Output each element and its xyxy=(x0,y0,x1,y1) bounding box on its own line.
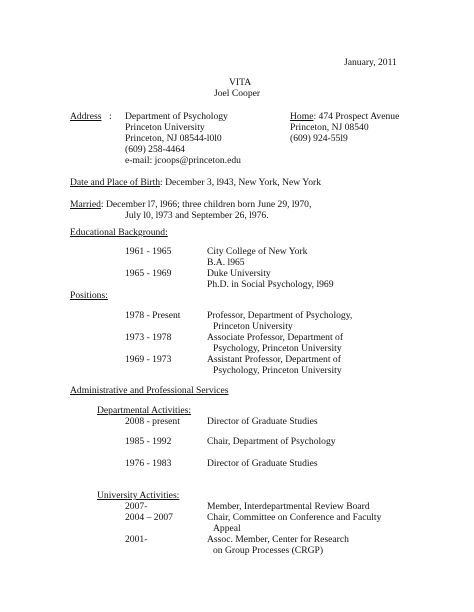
document-title: VITA xyxy=(229,77,252,88)
address-line-5: e-mail: jcoops@princeton.edu xyxy=(125,155,241,166)
positions-heading: Positions: xyxy=(70,290,108,301)
university-years: 2007- xyxy=(125,501,148,512)
position-line: Associate Professor, Department of xyxy=(207,332,344,343)
departmental-years: 2008 - present xyxy=(125,416,180,427)
address-line-1: Department of Psychology xyxy=(125,111,228,122)
home-first: : 474 Prospect Avenue xyxy=(313,111,400,122)
position-line: Professor, Department of Psychology, xyxy=(207,310,353,321)
position-line: Psychology, Princeton University xyxy=(213,365,342,376)
education-heading: Educational Background: xyxy=(70,227,168,238)
university-years: 2001- xyxy=(125,534,148,545)
position-years: 1978 - Present xyxy=(125,310,181,321)
university-role: Chair, Committee on Conference and Faculty xyxy=(207,512,382,523)
education-line: City College of New York xyxy=(207,246,308,257)
birth-line xyxy=(70,177,321,188)
home-address-line-2: Princeton, NJ 08540 xyxy=(290,122,369,133)
departmental-years: 1985 - 1992 xyxy=(125,436,172,447)
departmental-heading: Departmental Activities: xyxy=(97,405,192,416)
position-line: Psychology, Princeton University xyxy=(213,343,342,354)
university-role: Member, Interdepartmental Review Board xyxy=(207,501,370,512)
address-colon: : xyxy=(109,111,112,122)
departmental-role: Chair, Department of Psychology xyxy=(207,436,336,447)
university-role: Assoc. Member, Center for Research xyxy=(207,534,349,545)
position-line: Assistant Professor, Department of xyxy=(207,354,341,365)
services-heading: Administrative and Professional Services xyxy=(70,385,229,396)
departmental-role: Director of Graduate Studies xyxy=(207,458,318,469)
departmental-role: Director of Graduate Studies xyxy=(207,416,318,427)
university-years: 2004 – 2007 xyxy=(125,512,173,523)
author-name: Joel Cooper xyxy=(214,88,261,99)
university-heading: University Activities: xyxy=(97,490,180,501)
married-label: Married xyxy=(70,199,101,210)
home-label: Home xyxy=(290,111,314,122)
address-line-3: Princeton, NJ 08544-l0l0 xyxy=(125,133,222,144)
home-address-line-1 xyxy=(290,111,399,122)
education-line: Duke University xyxy=(207,268,271,279)
education-years: 1965 - 1969 xyxy=(125,268,172,279)
document-date: January, 2011 xyxy=(344,57,397,68)
address-line-2: Princeton University xyxy=(125,122,205,133)
home-address-line-3: (609) 924-55l9 xyxy=(290,133,348,144)
position-line: Princeton University xyxy=(213,321,293,332)
education-line: B.A. l965 xyxy=(207,257,245,268)
address-line-4: (609) 258-4464 xyxy=(125,144,185,155)
address-label: Address xyxy=(70,111,102,122)
university-role: Appeal xyxy=(213,523,241,534)
married-value: : December l7, l966; three children born June 29, l970, xyxy=(100,199,312,210)
birth-label: Date and Place of Birth xyxy=(70,177,161,188)
university-role: on Group Processes (CRGP) xyxy=(213,545,324,556)
married-line xyxy=(70,199,311,210)
position-years: 1973 - 1978 xyxy=(125,332,172,343)
birth-value: : December 3, l943, New York, New York xyxy=(160,177,321,188)
departmental-years: 1976 - 1983 xyxy=(125,458,172,469)
position-years: 1969 - 1973 xyxy=(125,354,172,365)
education-years: 1961 - 1965 xyxy=(125,246,172,257)
education-line: Ph.D. in Social Psychology, l969 xyxy=(207,279,334,290)
married-line-2: July l0, l973 and September 26, l976. xyxy=(125,210,269,221)
